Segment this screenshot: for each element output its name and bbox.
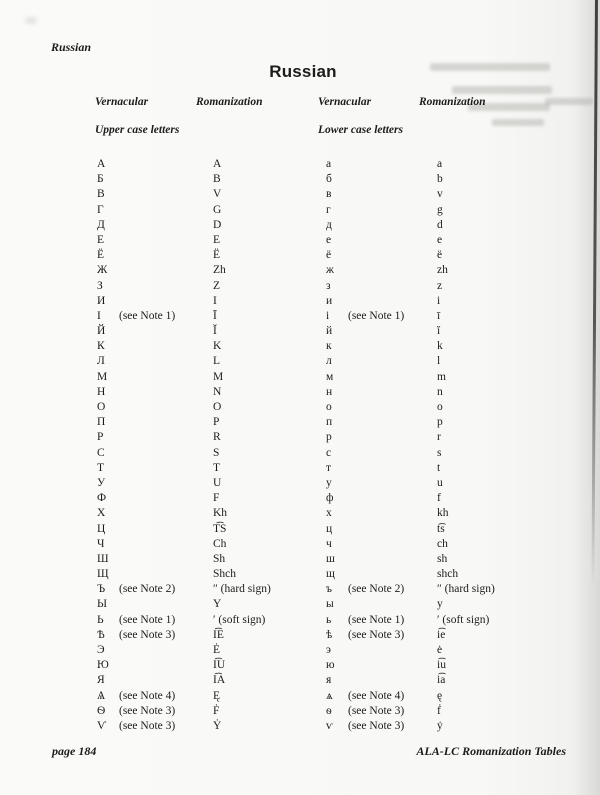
- column-header-vernacular-upper: Vernacular: [95, 96, 149, 108]
- upper-vernacular-letter: Ѧ: [97, 689, 106, 702]
- table-row: [0, 324, 600, 339]
- table-row: [0, 187, 600, 202]
- lower-vernacular-letter: н: [326, 385, 333, 398]
- upper-romanization-value: L: [213, 355, 221, 368]
- table-row: [0, 522, 600, 537]
- upper-vernacular-letter: І: [97, 309, 101, 322]
- lower-vernacular-letter: ф: [326, 492, 334, 505]
- upper-romanization-value: Y: [213, 598, 222, 611]
- bleed-through-artifact: [545, 98, 593, 105]
- lower-vernacular-letter: м: [326, 370, 334, 383]
- table-row: [0, 689, 600, 704]
- lower-vernacular-letter: ы: [326, 598, 334, 611]
- upper-romanization-value: E: [213, 233, 221, 246]
- lower-vernacular-note: (see Note 2): [348, 583, 405, 596]
- table-row: [0, 597, 600, 612]
- upper-romanization-value: T: [213, 461, 221, 474]
- upper-vernacular-letter: С: [97, 446, 105, 459]
- upper-vernacular-note: (see Note 1): [119, 309, 176, 322]
- table-row: [0, 279, 600, 294]
- upper-romanization-value: Ẏ: [213, 719, 222, 732]
- lower-romanization-value: ė: [437, 644, 443, 656]
- lower-vernacular-letter: ѳ: [326, 704, 332, 717]
- lower-romanization-value: shch: [437, 568, 459, 581]
- upper-romanization-value: Ë: [213, 249, 221, 262]
- lower-romanization-value: f: [437, 492, 441, 505]
- upper-romanization-value: F: [213, 492, 220, 505]
- upper-vernacular-letter: О: [97, 401, 106, 413]
- upper-vernacular-letter: П: [97, 416, 106, 429]
- table-row: [0, 567, 600, 582]
- lower-vernacular-letter: т: [326, 461, 332, 474]
- lower-vernacular-letter: в: [326, 188, 332, 201]
- lower-romanization-value: ″ (hard sign): [437, 583, 495, 596]
- lower-romanization-value: u: [437, 476, 443, 489]
- upper-romanization-value: P: [213, 416, 220, 429]
- table-row: [0, 628, 600, 643]
- table-row: [0, 294, 600, 309]
- upper-vernacular-note: (see Note 4): [119, 689, 176, 702]
- table-row: [0, 218, 600, 233]
- section-label-upper-case: Upper case letters: [95, 124, 180, 136]
- table-row: [0, 309, 600, 324]
- lower-romanization-value: i͡a: [437, 674, 446, 687]
- upper-romanization-value: Ī: [213, 309, 217, 322]
- upper-romanization-value: I͡A: [213, 674, 226, 687]
- upper-vernacular-letter: Г: [97, 203, 104, 216]
- page-title: Russian: [269, 62, 337, 81]
- upper-romanization-value: I͡E: [213, 628, 224, 641]
- upper-romanization-value: Kh: [213, 507, 228, 520]
- table-row: [0, 339, 600, 354]
- lower-vernacular-letter: ё: [326, 249, 332, 262]
- lower-vernacular-letter: й: [326, 325, 333, 338]
- lower-romanization-value: z: [437, 279, 443, 292]
- lower-vernacular-letter: з: [326, 279, 331, 292]
- lower-romanization-value: y: [437, 598, 443, 611]
- lower-vernacular-letter: ж: [326, 264, 334, 277]
- upper-vernacular-letter: Ю: [97, 659, 109, 672]
- upper-romanization-value: Ch: [213, 537, 227, 550]
- table-row: [0, 430, 600, 445]
- lower-vernacular-letter: с: [326, 446, 332, 459]
- upper-romanization-value: T͡S: [213, 522, 227, 535]
- table-row: [0, 354, 600, 369]
- upper-romanization-value: Ė: [213, 644, 221, 656]
- lower-romanization-value: m: [437, 370, 446, 383]
- lower-vernacular-letter: э: [326, 644, 331, 656]
- lower-romanization-value: sh: [437, 552, 448, 565]
- upper-romanization-value: Ę: [213, 689, 221, 702]
- upper-vernacular-letter: Ш: [97, 552, 109, 565]
- lower-romanization-value: e: [437, 233, 443, 246]
- upper-romanization-value: ″ (hard sign): [213, 583, 271, 596]
- upper-romanization-value: D: [213, 218, 222, 231]
- lower-vernacular-letter: б: [326, 173, 332, 186]
- lower-vernacular-letter: ь: [326, 613, 332, 626]
- lower-vernacular-letter: и: [326, 294, 333, 307]
- lower-romanization-value: k: [437, 340, 443, 353]
- table-row: [0, 370, 600, 385]
- upper-vernacular-letter: Б: [97, 173, 104, 186]
- page-number: page 184: [52, 744, 97, 758]
- lower-romanization-value: n: [437, 385, 443, 398]
- upper-vernacular-note: (see Note 3): [119, 628, 176, 641]
- upper-vernacular-letter: Й: [97, 325, 106, 338]
- upper-romanization-value: R: [213, 431, 221, 444]
- running-header: Russian: [51, 40, 92, 54]
- upper-vernacular-letter: Ч: [97, 537, 105, 550]
- upper-romanization-value: B: [213, 173, 221, 186]
- lower-vernacular-letter: л: [326, 355, 332, 368]
- lower-romanization-value: p: [437, 416, 443, 429]
- lower-vernacular-note: (see Note 1): [348, 309, 405, 322]
- lower-romanization-value: t͡s: [437, 522, 445, 535]
- lower-vernacular-note: (see Note 1): [348, 613, 405, 626]
- lower-vernacular-letter: ш: [326, 552, 335, 565]
- table-row: [0, 248, 600, 263]
- lower-vernacular-note: (see Note 3): [348, 628, 405, 641]
- table-row: [0, 446, 600, 461]
- lower-vernacular-letter: п: [326, 416, 333, 429]
- upper-vernacular-letter: У: [97, 476, 106, 489]
- table-row: [0, 263, 600, 278]
- lower-romanization-value: ch: [437, 537, 448, 550]
- bleed-through-artifact: [492, 119, 544, 126]
- lower-romanization-value: s: [437, 446, 442, 459]
- upper-romanization-value: Ĭ: [213, 325, 217, 338]
- table-row: [0, 400, 600, 415]
- upper-vernacular-letter: А: [97, 158, 106, 170]
- upper-vernacular-letter: Ъ: [97, 583, 106, 596]
- upper-romanization-value: Sh: [213, 552, 226, 565]
- upper-vernacular-letter: Е: [97, 233, 105, 246]
- upper-vernacular-letter: В: [97, 188, 105, 201]
- lower-romanization-value: a: [437, 158, 443, 170]
- table-row: [0, 582, 600, 597]
- upper-vernacular-letter: Х: [97, 507, 106, 520]
- upper-romanization-value: O: [213, 401, 222, 413]
- upper-vernacular-letter: Ж: [97, 264, 108, 277]
- upper-vernacular-letter: И: [97, 294, 106, 307]
- lower-romanization-value: v: [437, 188, 443, 201]
- table-row: [0, 658, 600, 673]
- lower-vernacular-letter: щ: [326, 568, 335, 581]
- upper-vernacular-letter: Л: [97, 355, 105, 368]
- table-row: [0, 643, 600, 658]
- lower-vernacular-note: (see Note 3): [348, 719, 405, 732]
- upper-romanization-value: Shch: [213, 568, 236, 581]
- lower-vernacular-letter: у: [326, 476, 332, 489]
- upper-romanization-value: Ḟ: [213, 704, 220, 717]
- lower-romanization-value: o: [437, 401, 443, 413]
- lower-vernacular-note: (see Note 3): [348, 704, 405, 717]
- lower-vernacular-letter: і: [326, 309, 330, 322]
- upper-romanization-value: U: [213, 476, 222, 489]
- lower-vernacular-letter: ѧ: [326, 689, 333, 702]
- scan-smudge-artifact: [25, 17, 37, 24]
- upper-romanization-value: K: [213, 340, 222, 353]
- lower-romanization-value: ë: [437, 249, 443, 262]
- upper-vernacular-letter: Ѣ: [97, 628, 105, 641]
- upper-vernacular-letter: Щ: [97, 568, 109, 581]
- upper-romanization-value: Z: [213, 279, 221, 292]
- lower-romanization-value: t: [437, 461, 441, 474]
- table-row: [0, 233, 600, 248]
- upper-vernacular-letter: Я: [97, 674, 105, 687]
- lower-vernacular-letter: г: [326, 203, 331, 216]
- footer-document-title: ALA-LC Romanization Tables: [416, 744, 566, 758]
- upper-romanization-value: M: [213, 370, 224, 383]
- lower-romanization-value: kh: [437, 507, 449, 520]
- upper-vernacular-letter: Ё: [97, 249, 105, 262]
- lower-vernacular-letter: ц: [326, 522, 333, 535]
- table-row: [0, 476, 600, 491]
- bleed-through-artifact: [452, 86, 552, 94]
- table-row: [0, 203, 600, 218]
- table-row: [0, 719, 600, 734]
- upper-vernacular-letter: Ь: [97, 613, 104, 626]
- upper-vernacular-letter: З: [97, 279, 103, 292]
- upper-romanization-value: G: [213, 203, 222, 216]
- table-row: [0, 415, 600, 430]
- upper-vernacular-letter: Ѳ: [97, 704, 106, 717]
- upper-vernacular-letter: Ѵ: [97, 719, 107, 732]
- table-row: [0, 704, 600, 719]
- upper-vernacular-letter: Н: [97, 385, 106, 398]
- table-row: [0, 537, 600, 552]
- table-row: [0, 673, 600, 688]
- lower-vernacular-letter: е: [326, 233, 332, 246]
- lower-romanization-value: i͡u: [437, 659, 446, 672]
- column-header-vernacular-lower: Vernacular: [318, 96, 372, 108]
- table-row: [0, 385, 600, 400]
- lower-romanization-value: r: [437, 431, 441, 444]
- upper-vernacular-letter: Р: [97, 431, 104, 444]
- lower-romanization-value: ′ (soft sign): [437, 613, 490, 626]
- lower-vernacular-letter: а: [326, 158, 332, 170]
- lower-vernacular-letter: х: [326, 507, 332, 520]
- lower-vernacular-letter: ѣ: [326, 628, 333, 641]
- upper-vernacular-note: (see Note 1): [119, 613, 176, 626]
- upper-romanization-value: S: [213, 446, 220, 459]
- upper-romanization-value: V: [213, 188, 222, 201]
- upper-vernacular-letter: М: [97, 370, 108, 383]
- column-header-romanization-lower: Romanization: [419, 96, 486, 108]
- upper-vernacular-note: (see Note 3): [119, 719, 176, 732]
- table-row: [0, 157, 600, 172]
- lower-romanization-value: ę: [437, 689, 443, 702]
- upper-romanization-value: I: [213, 294, 217, 307]
- section-label-lower-case: Lower case letters: [318, 124, 403, 136]
- upper-romanization-value: Zh: [213, 264, 226, 277]
- lower-vernacular-letter: р: [326, 431, 332, 444]
- lower-romanization-value: ḟ: [437, 704, 441, 717]
- lower-romanization-value: ī: [437, 309, 441, 322]
- column-header-romanization-upper: Romanization: [196, 96, 263, 108]
- lower-romanization-value: ẏ: [437, 719, 443, 732]
- upper-vernacular-letter: Ы: [97, 598, 108, 611]
- lower-romanization-value: l: [437, 355, 441, 368]
- upper-vernacular-letter: Ц: [97, 522, 106, 535]
- romanization-table: [0, 157, 600, 734]
- lower-vernacular-letter: я: [326, 674, 332, 687]
- lower-vernacular-note: (see Note 4): [348, 689, 405, 702]
- lower-vernacular-letter: о: [326, 401, 332, 413]
- table-row: [0, 552, 600, 567]
- table-row: [0, 491, 600, 506]
- upper-romanization-value: A: [213, 158, 222, 170]
- lower-romanization-value: g: [437, 203, 443, 216]
- lower-romanization-value: i: [437, 294, 441, 307]
- upper-vernacular-letter: Т: [97, 461, 105, 474]
- upper-romanization-value: N: [213, 385, 222, 398]
- lower-romanization-value: zh: [437, 264, 448, 277]
- lower-vernacular-letter: ѵ: [326, 719, 333, 732]
- lower-vernacular-letter: ъ: [326, 583, 332, 596]
- lower-vernacular-letter: ю: [326, 659, 335, 672]
- lower-vernacular-letter: к: [326, 340, 332, 353]
- lower-romanization-value: b: [437, 173, 443, 186]
- table-row: [0, 172, 600, 187]
- table-row: [0, 506, 600, 521]
- upper-romanization-value: ′ (soft sign): [213, 613, 266, 626]
- upper-vernacular-note: (see Note 2): [119, 583, 176, 596]
- upper-romanization-value: I͡U: [213, 659, 226, 672]
- table-row: [0, 613, 600, 628]
- lower-vernacular-letter: ч: [326, 537, 332, 550]
- table-row: [0, 461, 600, 476]
- upper-vernacular-letter: Ф: [97, 492, 107, 505]
- upper-vernacular-note: (see Note 3): [119, 704, 176, 717]
- lower-romanization-value: d: [437, 218, 443, 231]
- lower-romanization-value: ĭ: [437, 325, 441, 338]
- lower-vernacular-letter: д: [326, 218, 332, 231]
- lower-romanization-value: i͡e: [437, 628, 446, 641]
- upper-vernacular-letter: К: [97, 340, 105, 353]
- upper-vernacular-letter: Д: [97, 218, 105, 231]
- upper-vernacular-letter: Э: [97, 644, 105, 656]
